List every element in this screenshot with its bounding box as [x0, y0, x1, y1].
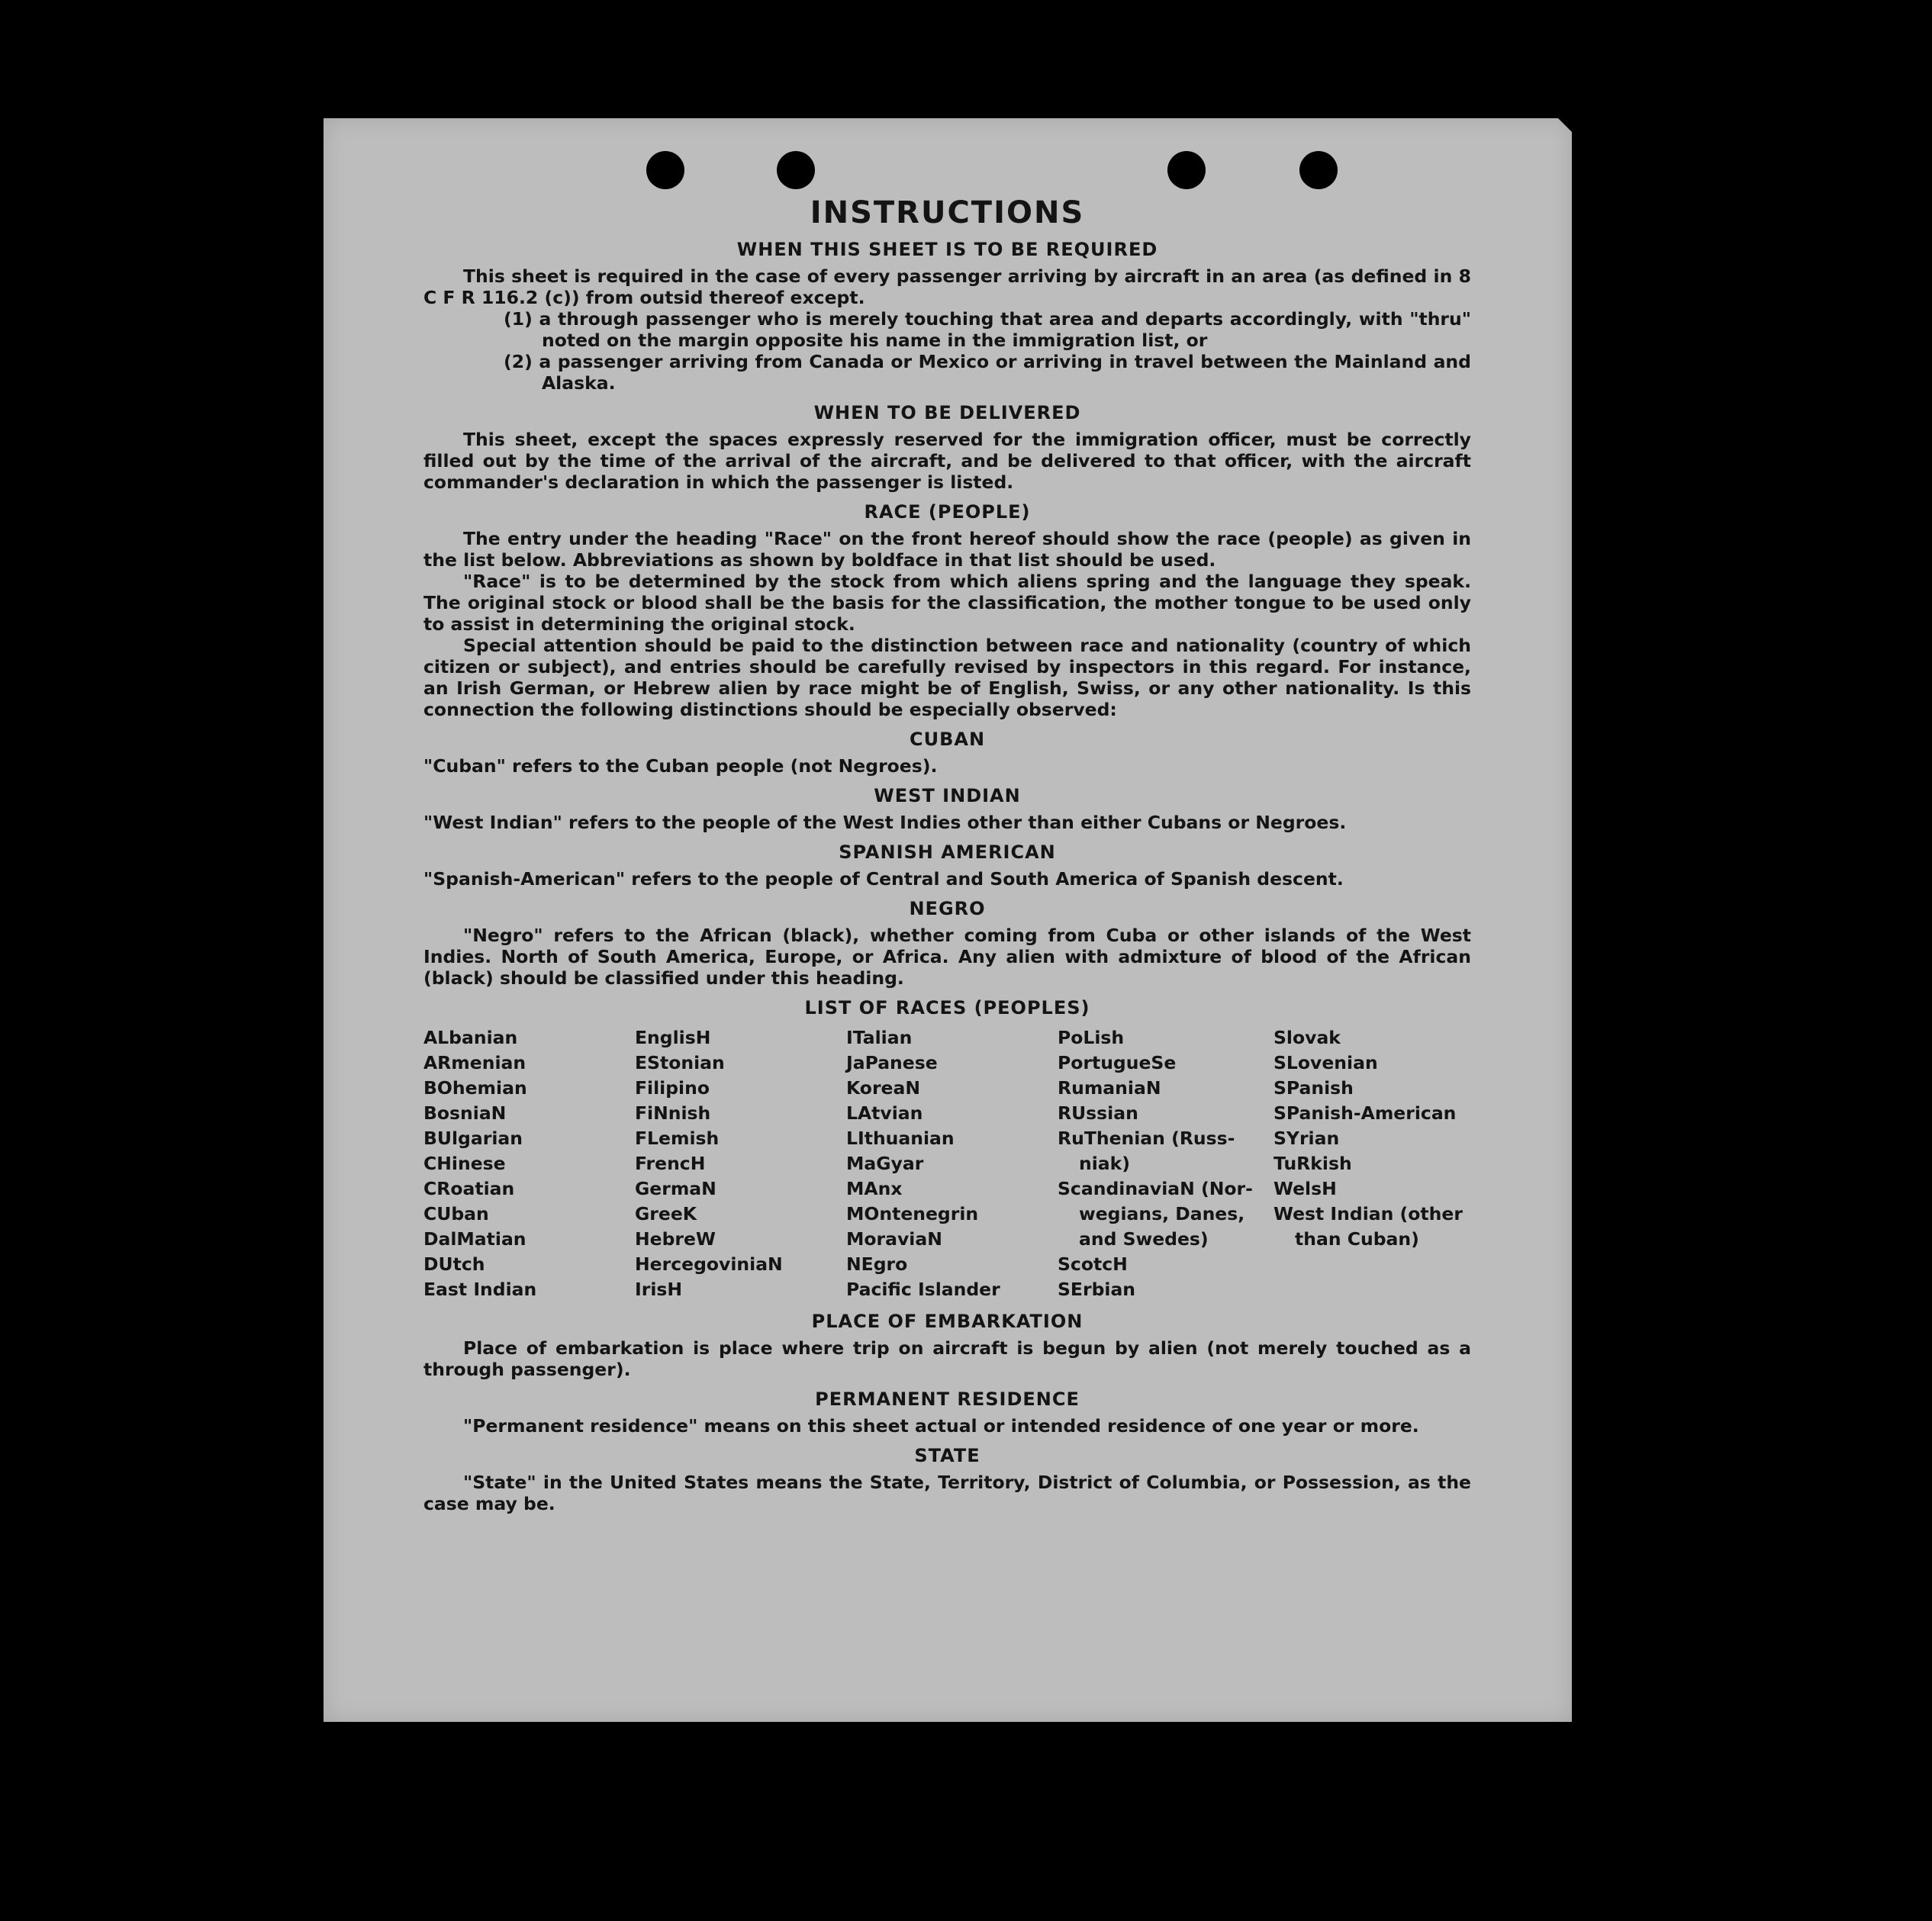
race-item: RumaniaN [1058, 1077, 1161, 1099]
race-item: MoraviaN [846, 1228, 942, 1250]
race-item: West Indian (other [1274, 1203, 1463, 1224]
race-item: GreeK [635, 1203, 697, 1224]
west-indian-text: "West Indian" refers to the people of the West Indies other than either Cubans or Negroes. [423, 812, 1347, 833]
race-item: LAtvian [846, 1102, 923, 1124]
race-paragraph-2: "Race" is to be determined by the stock from which aliens spring and the language they speak. The original stock or blood shall be the basis for the classification, the mother tongue to be used only to assist in determining the original stock. [423, 571, 1471, 635]
race-item: ScandinaviaN (Nor- [1058, 1178, 1253, 1199]
race-item: TuRkish [1274, 1153, 1352, 1174]
race-item: BOhemian [423, 1077, 527, 1099]
race-item-continuation: than Cuban) [1295, 1228, 1419, 1250]
punch-hole [1167, 151, 1206, 189]
when-required-intro: This sheet is required in the case of every passenger arriving by aircraft in an area (as defined in 8 C F R 116.2 (c)) from outsid thereof except. [423, 265, 1471, 308]
section-heading-spanish-american: SPANISH AMERICAN [839, 841, 1056, 863]
section-heading-permanent-residence: PERMANENT RESIDENCE [815, 1388, 1080, 1410]
race-item: GermaN [635, 1178, 716, 1199]
punch-hole [1299, 151, 1338, 189]
cuban-text: "Cuban" refers to the Cuban people (not Negroes). [423, 755, 938, 777]
race-item: WelsH [1274, 1178, 1337, 1199]
race-item: DalMatian [423, 1228, 526, 1250]
races-column-1 [423, 1025, 635, 1302]
race-item: PoLish [1058, 1027, 1125, 1048]
race-item: MaGyar [846, 1153, 924, 1174]
race-paragraph-3: Special attention should be paid to the distinction between race and nationality (country of which citizen or subject), and entries should be carefully revised by inspectors in this regard. For instance, an Irish German, or Hebrew alien by race might be of English, Swiss, or any other nationality. Is this connection the following distinctions should be especially observed: [423, 635, 1471, 720]
when-required-item-1: (1) a through passenger who is merely touching that area and departs accordingly, with "thru" noted on the margin opposite his name in the immigration list, or [504, 308, 1471, 351]
race-item: Slovak [1274, 1027, 1341, 1048]
races-column-4 [1058, 1025, 1274, 1302]
race-item: RuThenian (Russ- [1058, 1128, 1235, 1149]
spanish-american-text: "Spanish-American" refers to the people of Central and South America of Spanish descent. [423, 868, 1344, 890]
race-item: JaPanese [846, 1052, 938, 1073]
section-heading-cuban: CUBAN [909, 729, 986, 750]
folded-corner [1558, 118, 1572, 132]
race-item: RUssian [1058, 1102, 1138, 1124]
section-heading-embarkation: PLACE OF EMBARKATION [811, 1311, 1084, 1332]
race-item: ARmenian [423, 1052, 526, 1073]
race-item: FrencH [635, 1153, 706, 1174]
race-item-continuation: wegians, Danes, [1079, 1203, 1245, 1224]
instructions-content [423, 195, 1471, 1514]
when-required-item-2: (2) a passenger arriving from Canada or Mexico or arriving in travel between the Mainland and Alaska. [504, 351, 1471, 394]
race-item: FiNnish [635, 1102, 711, 1124]
section-heading-negro: NEGRO [909, 898, 986, 919]
race-item: SPanish-American [1274, 1102, 1457, 1124]
race-item: FLemish [635, 1128, 720, 1149]
race-item: LIthuanian [846, 1128, 955, 1149]
section-heading-state: STATE [914, 1445, 980, 1466]
race-item: SYrian [1274, 1128, 1340, 1149]
race-item: EStonian [635, 1052, 725, 1073]
race-item: PortugueSe [1058, 1052, 1177, 1073]
race-item: BosniaN [423, 1102, 507, 1124]
race-item: MOntenegrin [846, 1203, 979, 1224]
race-item: Filipino [635, 1077, 710, 1099]
race-item: CRoatian [423, 1178, 515, 1199]
race-item: IrisH [635, 1279, 683, 1300]
race-item-continuation: niak) [1079, 1153, 1131, 1174]
document-title: INSTRUCTIONS [810, 195, 1085, 230]
permanent-residence-text: "Permanent residence" means on this sheet actual or intended residence of one year or more. [463, 1415, 1419, 1437]
race-item: CHinese [423, 1153, 506, 1174]
race-item: ALbanian [423, 1027, 518, 1048]
race-item: SLovenian [1274, 1052, 1378, 1073]
race-item: BUlgarian [423, 1128, 523, 1149]
race-item: HebreW [635, 1228, 716, 1250]
negro-text: "Negro" refers to the African (black), whether coming from Cuba or other islands of the West Indies. North of South America, Europe, or Africa. Any alien with admixture of blood of the African (black) should be classified under this heading. [423, 925, 1471, 989]
embarkation-text: Place of embarkation is place where trip on aircraft is begun by alien (not merely touched as a through passenger). [423, 1337, 1471, 1380]
race-item: KoreaN [846, 1077, 920, 1099]
race-item: SErbian [1058, 1279, 1136, 1300]
race-item: EnglisH [635, 1027, 711, 1048]
race-item: ScotcH [1058, 1253, 1128, 1275]
race-item: ITalian [846, 1027, 913, 1048]
race-item: SPanish [1274, 1077, 1354, 1099]
race-item: East Indian [423, 1279, 537, 1300]
document-page [324, 118, 1572, 1722]
race-item: HercegoviniaN [635, 1253, 783, 1275]
section-heading-when-required: WHEN THIS SHEET IS TO BE REQUIRED [736, 239, 1158, 260]
section-heading-list-of-races: LIST OF RACES (PEOPLES) [804, 997, 1090, 1018]
races-column-2 [635, 1025, 846, 1302]
section-heading-race: RACE (PEOPLE) [864, 501, 1031, 523]
race-item: NEgro [846, 1253, 908, 1275]
race-paragraph-1: The entry under the heading "Race" on the front hereof should show the race (people) as given in the list below. Abbreviations as shown by boldface in that list should be used. [423, 528, 1471, 571]
section-heading-west-indian: WEST INDIAN [874, 785, 1021, 806]
races-column-3 [846, 1025, 1058, 1302]
race-item: Pacific Islander [846, 1279, 1000, 1300]
punch-hole [646, 151, 684, 189]
race-item-continuation: and Swedes) [1079, 1228, 1209, 1250]
state-text: "State" in the United States means the State, Territory, District of Columbia, or Possession, as the case may be. [423, 1472, 1471, 1514]
when-delivered-text: This sheet, except the spaces expressly reserved for the immigration officer, must be correctly filled out by the time of the arrival of the aircraft, and be delivered to that officer, with the aircraft commander's declaration in which the passenger is listed. [423, 429, 1471, 493]
race-item: MAnx [846, 1178, 903, 1199]
races-list [423, 1025, 1471, 1302]
race-item: DUtch [423, 1253, 485, 1275]
section-heading-when-delivered: WHEN TO BE DELIVERED [813, 402, 1081, 423]
races-column-5 [1274, 1025, 1471, 1302]
race-item: CUban [423, 1203, 489, 1224]
punch-hole [777, 151, 815, 189]
